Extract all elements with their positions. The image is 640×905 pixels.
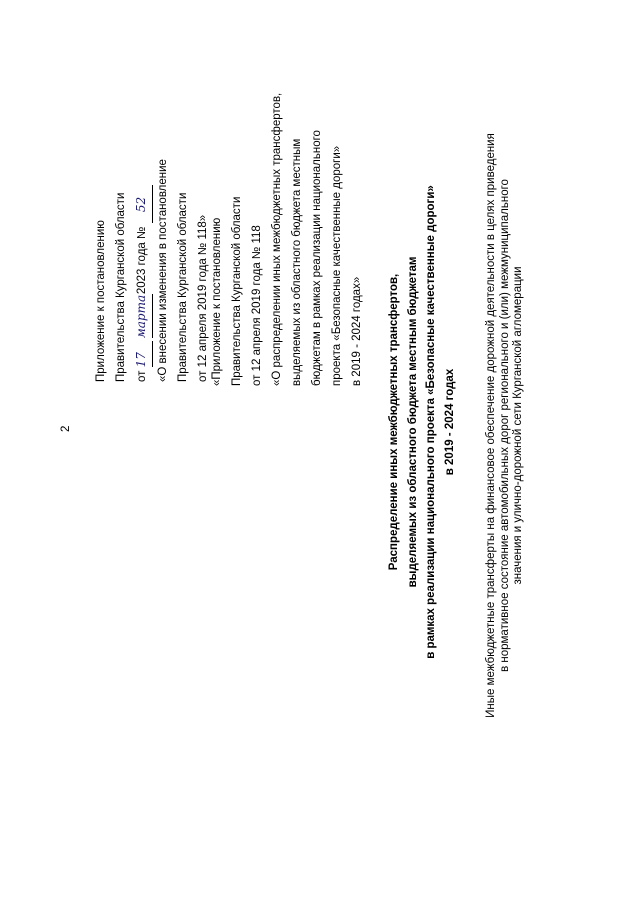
title-line1: Распределение иных межбюджетных трансфертов, bbox=[388, 273, 400, 571]
appendix-current-line4: «О внесении изменения в постановление bbox=[157, 159, 169, 382]
date-prefix: от bbox=[136, 370, 148, 382]
appendix-original-line4: «О распределении иных межбюджетных трансфертов, bbox=[271, 92, 283, 386]
day-blank bbox=[131, 341, 153, 367]
body-line3: значения и улично-дорожной сети Курганской агломерации bbox=[512, 266, 524, 585]
appendix-current-line5: Правительства Курганской области bbox=[177, 192, 189, 382]
appendix-current-line3 bbox=[131, 159, 153, 382]
appendix-current-line2: Правительства Курганской области bbox=[115, 192, 127, 382]
appendix-original-line7: проекта «Безопасные качественные дороги» bbox=[331, 145, 343, 386]
title-line3: в рамках реализации национального проекта «Безопасные качественные дороги» bbox=[425, 185, 437, 659]
title-line2: выделяемых из областного бюджета местным бюджетам bbox=[406, 256, 419, 588]
appendix-original-line5: выделяемых из областного бюджета местным bbox=[291, 138, 303, 386]
body-line1: Иные межбюджетные трансферты на финансовое обеспечение дорожной деятельности в целях приведения bbox=[485, 133, 497, 718]
handwritten-number: 52 bbox=[134, 196, 148, 213]
appendix-current-line1: Приложение к постановлению bbox=[95, 220, 107, 382]
month-blank bbox=[131, 294, 153, 338]
document-title bbox=[385, 132, 459, 712]
date-year: 2023 года № bbox=[136, 226, 148, 295]
appendix-original-line6: бюджетам в рамках реализации национального bbox=[311, 130, 323, 386]
appendix-current-line6: от 12 апреля 2019 года № 118» bbox=[197, 214, 209, 382]
appendix-original-line1: «Приложение к постановлению bbox=[211, 217, 223, 386]
appendix-original-block bbox=[207, 93, 367, 386]
page-number: 2 bbox=[60, 425, 72, 432]
number-blank bbox=[131, 185, 153, 223]
appendix-original-line2: Правительства Курганской области bbox=[231, 196, 243, 386]
body-line2: в нормативное состояние автомобильных дорог регионального и (или) межмуниципального bbox=[498, 179, 511, 672]
appendix-current-block bbox=[91, 159, 213, 382]
handwritten-day: 17 bbox=[134, 352, 148, 368]
appendix-original-line3: от 12 апреля 2019 года № 118 bbox=[251, 225, 263, 386]
title-line4: в 2019 - 2024 годах bbox=[443, 368, 456, 476]
appendix-original-line8: в 2019 - 2024 годах» bbox=[351, 276, 363, 386]
body-paragraph bbox=[485, 63, 526, 788]
handwritten-month: марта bbox=[134, 294, 148, 339]
